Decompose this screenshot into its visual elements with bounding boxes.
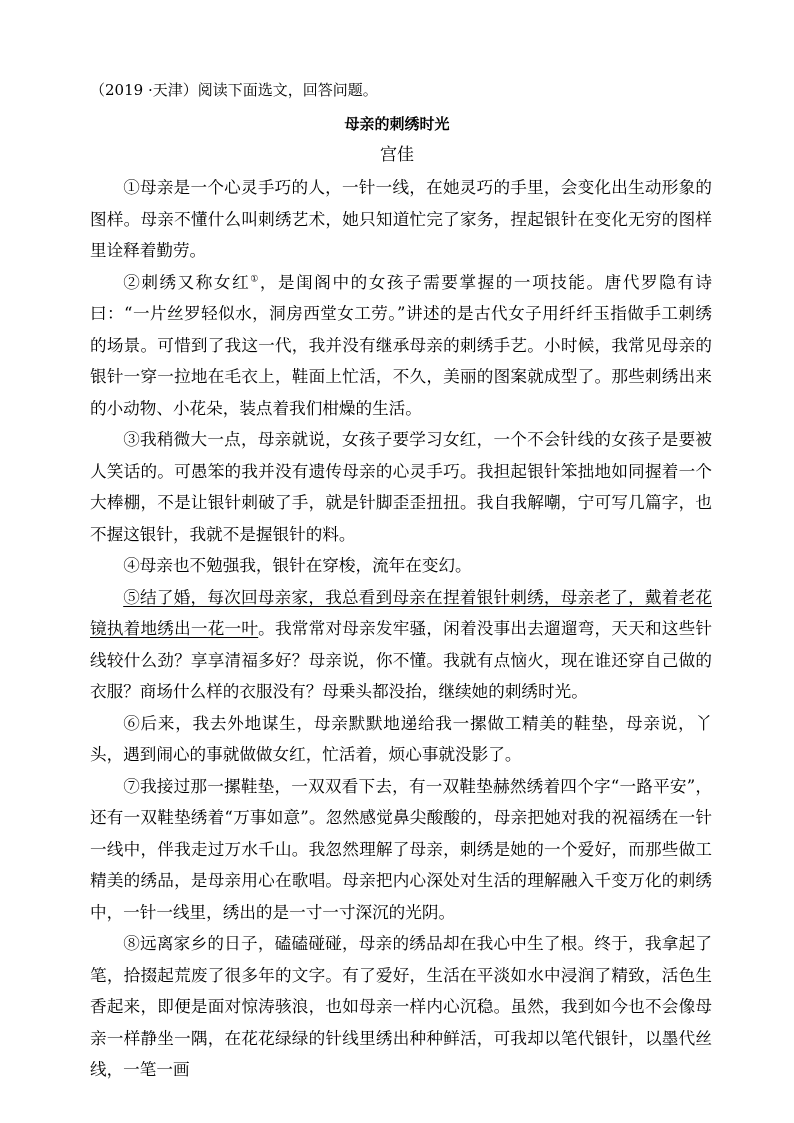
paragraph-2-start: ②刺绣又称女红 [123,272,251,292]
question-intro: （2019 ·天津）阅读下面选文，回答问题。 [90,81,378,99]
paragraph-6: ⑥后来，我去外地谋生，母亲默默地递给我一摞做工精美的鞋垫，母亲说，丫头，遇到闹心的事就做做女红，忙活着，烦心事就没影了。 [90,713,712,764]
article-title: 母亲的刺绣时光 [344,115,450,133]
paragraph-2 [90,267,712,425]
footnote-marker: ① [250,273,260,284]
paragraph-1: ①母亲是一个心灵手巧的人，一针一线，在她灵巧的手里，会变化出生动形象的图样。母亲不懂什么叫刺绣艺术，她只知道忙完了家务，捏起银针在变化无穷的图样里诠释着勤劳。 [90,178,712,260]
paragraph-8: ⑧远离家乡的日子，磕磕碰碰，母亲的绣品却在我心中生了根。终于，我拿起了笔，拾掇起荒废了很多年的文字。有了爱好，生活在平淡如水中浸润了精致，活色生香起来，即便是面对惊涛骇浪，也如母亲一样内心沉稳。虽然，我到如今也不会像母亲一样静坐一隅，在花花绿绿的针线里绣出种种鲜活，可我却以笔代银针，以墨代丝线，一笔一画 [90,934,712,1079]
article-author: 宫佳 [380,145,414,165]
paragraph-5 [90,582,712,708]
underlined-sentence: ⑤结了婚，每次回母亲家，我总看到母亲在捏着银针刺绣，母亲老了，戴着老花镜执着地绣出一花一叶 [90,587,712,638]
paragraph-3: ③我稍微大一点，母亲就说，女孩子要学习女红，一个不会针线的女孩子是要被人笑话的。可愚笨的我并没有遗传母亲的心灵手巧。我担起银针笨拙地如同握着一个大棒棚，不是让银针刺破了手，就是针脚歪歪扭扭。我自我解嘲，宁可写几篇字，也不握这银针，我就不是握银针的料。 [90,430,712,544]
paragraph-4: ④母亲也不勉强我，银针在穿梭，流年在变幻。 [123,556,472,575]
paragraph-7: ⑦我接过那一摞鞋垫，一双双看下去，有一双鞋垫赫然绣着四个字“一路平安”，还有一双鞋垫绣着“万事如意”。忽然感觉鼻尖酸酸的，母亲把她对我的祝福绣在一针一线中，伴我走过万水千山。我忽然理解了母亲，刺绣是她的一个爱好，而那些做工精美的绣品，是母亲用心在歌唱。母亲把内心深处对生活的理解融入千变万化的刺绣中，一针一线里，绣出的是一寸一寸深沉的光阴。 [90,776,712,922]
article-body [90,172,712,1086]
paragraph-2-rest: ，是闺阁中的女孩子需要掌握的一项技能。唐代罗隐有诗曰：“一片丝罗轻似水，洞房西堂女工劳。”讲述的是古代女子用纤纤玉指做手工刺绣的场景。可惜到了我这一代，我并没有继承母亲的刺绣手艺。小时候，我常见母亲的银针一穿一拉地在毛衣上，鞋面上忙活，不久，美丽的图案就成型了。那些刺绣出来的小动物、小花朵，装点着我们柑燥的生活。 [90,272,713,418]
paragraph-5-rest: 。我常常对母亲发牢骚，闲着没事出去遛遛弯，天天和这些针线较什么劲？享享清福多好？母亲说，你不懂。我就有点恼火，现在谁还穿自己做的衣服？商场什么样的衣服没有？母乗头都没抬，继续她的刺绣时光。 [90,619,713,701]
